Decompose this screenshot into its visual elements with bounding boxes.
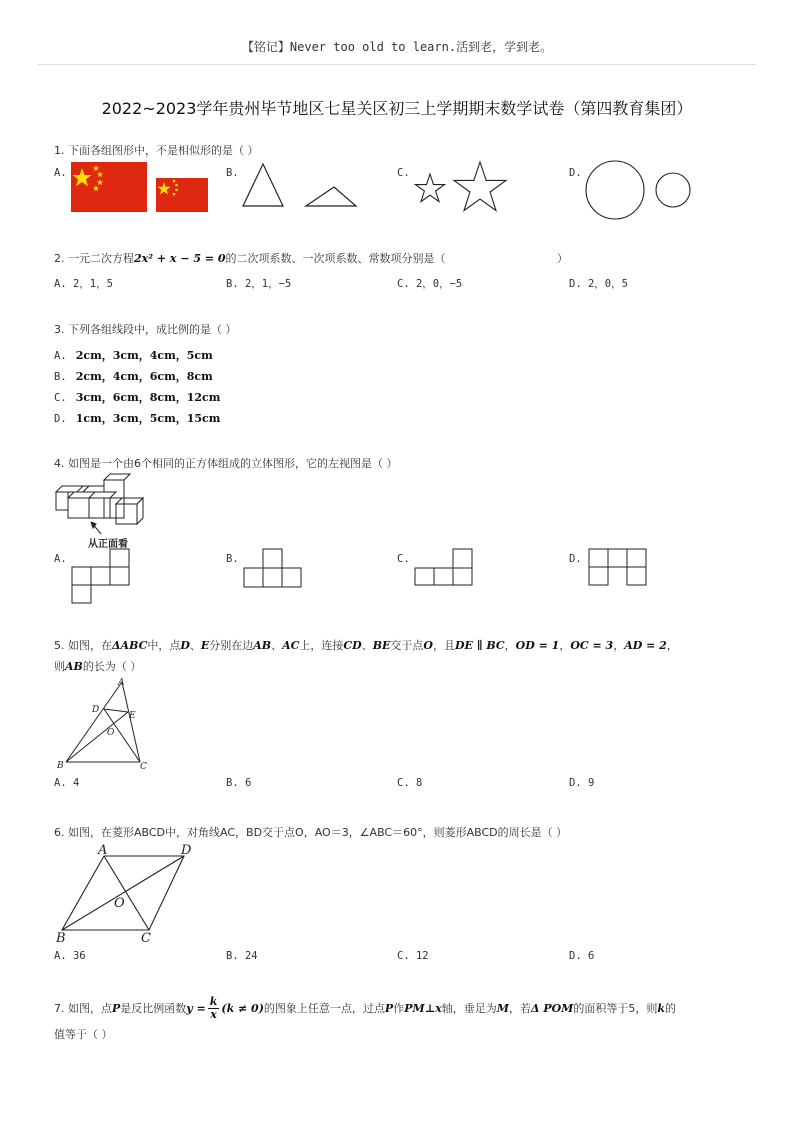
- q5-label-b: B: [57, 761, 64, 771]
- q5-text-6: ，且: [432, 639, 455, 652]
- q3-option-b-label: B.: [54, 371, 67, 383]
- q4-option-c-label: C.: [397, 553, 410, 565]
- q5-point-e: E: [200, 639, 210, 652]
- q1-option-b-label: B.: [226, 167, 239, 179]
- q7-text-4: 作: [393, 1001, 405, 1015]
- q2-stem-start: 2. 一元二次方程: [54, 252, 134, 265]
- q2-option-d[interactable]: D. 2，0，5: [569, 278, 628, 290]
- q7-point-m: M: [496, 1001, 509, 1015]
- q7-fraction-denominator: x: [210, 1008, 217, 1021]
- q1-option-c-stars-figure[interactable]: [412, 158, 512, 218]
- large-flag-icon: [71, 162, 147, 212]
- q5-label-o: O: [107, 728, 115, 738]
- q7-point-p-2: P: [384, 1001, 394, 1015]
- q3-option-d[interactable]: [54, 407, 220, 426]
- q7-variable-k: k: [657, 1001, 665, 1015]
- q3-option-b[interactable]: [54, 365, 213, 384]
- q5-triangle-abc: ΔABC: [112, 639, 148, 652]
- q5-point-o: O: [423, 639, 433, 652]
- q3-option-d-label: D.: [54, 413, 67, 425]
- q3-option-c-value: 3cm，6cm，8cm，12cm: [75, 391, 221, 404]
- q3-option-d-value: 1cm，3cm，5cm，15cm: [75, 412, 221, 425]
- q5-text-8: 则: [54, 660, 65, 673]
- q1-stem: 1. 下面各组图形中，不是相似形的是（ ）: [54, 144, 259, 157]
- q7-fraction-numerator: k: [209, 995, 218, 1008]
- q7-text-1: 7. 如图，点: [54, 1001, 112, 1015]
- q5-option-d[interactable]: D. 9: [569, 777, 595, 789]
- q7-triangle-pom: Δ POM: [530, 1001, 574, 1015]
- q5-option-b[interactable]: B. 6: [226, 777, 252, 789]
- large-circle-shape: [586, 161, 644, 219]
- q4-stem: 4. 如图是一个由6个相同的正方体组成的立体图形，它的左视图是（ ）: [54, 457, 398, 470]
- q2-option-c[interactable]: C. 2，0，−5: [397, 278, 463, 290]
- q3-option-a-label: A.: [54, 350, 67, 362]
- q5-triangle-figure: [54, 676, 164, 776]
- q5-point-d: D: [180, 639, 190, 652]
- q5-side-ac: AC: [282, 639, 300, 652]
- q5-oc-value: OC = 3: [570, 639, 614, 652]
- q4-option-b-view-figure[interactable]: [243, 548, 305, 590]
- q7-text-5: 轴，垂足为: [441, 1001, 497, 1015]
- q2-close-paren: ）: [557, 252, 568, 265]
- q5-side-ab-2: AB: [65, 660, 83, 673]
- q2-stem-rest: 的二次项系数、一次项系数、常数项分别是（: [225, 252, 446, 265]
- q6-option-c[interactable]: C. 12: [397, 950, 429, 962]
- q4-option-d-label: D.: [569, 553, 582, 565]
- q3-option-a-value: 2cm，3cm，4cm，5cm: [75, 349, 213, 362]
- q5-sep-1: 、: [189, 639, 201, 652]
- q5-text-5: 交于点: [390, 639, 424, 652]
- q5-label-e: E: [129, 711, 136, 721]
- page-title: 2022~2023学年贵州毕节地区七星关区初三上学期期末数学试卷（第四教育集团）: [101, 99, 693, 118]
- q1-option-a-label: A.: [54, 167, 67, 179]
- q1-option-d-label: D.: [569, 167, 582, 179]
- q5-sep-3: 、: [361, 639, 373, 652]
- q7-fraction: [208, 996, 220, 1021]
- small-star-shape: [416, 174, 445, 202]
- q7-stem-line1: [54, 996, 676, 1021]
- q5-stem-line2: [54, 659, 141, 675]
- q6-label-b: B: [56, 931, 66, 946]
- q7-text-6: ，若: [508, 1001, 531, 1015]
- q4-option-a-label: A.: [54, 553, 67, 565]
- q6-option-b[interactable]: B. 24: [226, 950, 258, 962]
- q3-option-b-value: 2cm，4cm，6cm，8cm: [75, 370, 213, 383]
- q5-option-a[interactable]: A. 4: [54, 777, 80, 789]
- q1-option-c-label: C.: [397, 167, 410, 179]
- q4-option-c-view-figure[interactable]: [414, 548, 476, 590]
- q5-seg-be: BE: [372, 639, 391, 652]
- q6-label-a: A: [98, 843, 108, 858]
- q5-side-ab: AB: [253, 639, 272, 652]
- q5-text-9: 的长为（ ）: [82, 660, 142, 673]
- q2-option-b[interactable]: B. 2，1，−5: [226, 278, 292, 290]
- q5-text-2: 中，点: [147, 639, 181, 652]
- q6-option-d[interactable]: D. 6: [569, 950, 595, 962]
- q3-stem: 3. 下列各组线段中，成比例的是（ ）: [54, 323, 237, 336]
- q5-comma-1: ，: [559, 639, 571, 652]
- large-star-shape: [454, 162, 506, 211]
- q1-option-b-triangles-figure[interactable]: [240, 160, 360, 210]
- q5-label-d: D: [92, 705, 100, 715]
- small-flag-icon: [156, 178, 208, 212]
- q6-option-a[interactable]: A. 36: [54, 950, 86, 962]
- q5-comma-3: ，: [666, 639, 678, 652]
- q5-ad-value: AD = 2: [624, 639, 667, 652]
- q1-option-a-flags-figure[interactable]: [70, 160, 210, 214]
- q5-stem-line1: [54, 638, 678, 654]
- q5-sep-2: 、: [271, 639, 283, 652]
- q5-text-1: 5. 如图，在: [54, 639, 112, 652]
- q5-option-c[interactable]: C. 8: [397, 777, 423, 789]
- obtuse-triangle-shape: [306, 187, 356, 206]
- page-motto: 【铭记】Never too old to learn.活到老，学到老。: [241, 40, 553, 54]
- q7-perpendicular: PM⊥x: [404, 1001, 442, 1015]
- q5-label-a: A: [118, 678, 125, 688]
- q7-condition: (k ≠ 0): [221, 1001, 264, 1015]
- q5-label-c: C: [140, 762, 147, 772]
- q7-text-3: 的图象上任意一点，过点: [263, 1001, 385, 1015]
- q2-equation: 2x² + x − 5 = 0: [134, 252, 226, 265]
- q1-option-d-circles-figure[interactable]: [584, 158, 694, 220]
- q7-stem-line2: 值等于（ ）: [54, 1028, 113, 1041]
- q3-option-c[interactable]: [54, 386, 220, 405]
- q6-label-d: D: [181, 843, 192, 858]
- q3-option-a[interactable]: [54, 344, 213, 363]
- q7-function-lhs: y =: [186, 1001, 206, 1015]
- q7-point-p: P: [112, 1001, 121, 1015]
- q5-parallel: DE ∥ BC: [454, 639, 505, 652]
- q3-option-c-label: C.: [54, 392, 67, 404]
- small-circle-shape: [656, 173, 690, 207]
- q5-text-4: 上，连接: [299, 639, 344, 652]
- q7-text-2: 是反比例函数: [120, 1001, 187, 1015]
- q6-rhombus-figure: [54, 842, 204, 946]
- equilateral-triangle-shape: [243, 164, 283, 206]
- q6-stem: 6. 如图，在菱形ABCD中，对角线AC，BD交于点O，AO＝3，∠ABC＝60°，则菱形ABCD的周长是（ ）: [54, 826, 568, 839]
- q5-od-value: OD = 1: [515, 639, 560, 652]
- q2-option-a[interactable]: A. 2，1，5: [54, 278, 113, 290]
- q5-seg-cd: CD: [343, 639, 362, 652]
- q5-comma-2: ，: [613, 639, 625, 652]
- q7-text-7: 的面积等于5，则: [573, 1001, 658, 1015]
- q4-option-d-view-figure[interactable]: [588, 548, 650, 590]
- q2-stem: [54, 251, 446, 267]
- q4-option-a-view-figure[interactable]: [72, 548, 132, 606]
- q6-label-o: O: [114, 896, 125, 911]
- q7-text-8: 的: [665, 1001, 676, 1015]
- q4-front-view-caption: 从正面看: [88, 539, 128, 550]
- q5-text-3: 分别在边: [209, 639, 254, 652]
- q6-label-c: C: [141, 931, 151, 946]
- header-divider: [38, 64, 756, 65]
- q5-text-7: ，: [504, 639, 516, 652]
- q4-option-b-label: B.: [226, 553, 239, 565]
